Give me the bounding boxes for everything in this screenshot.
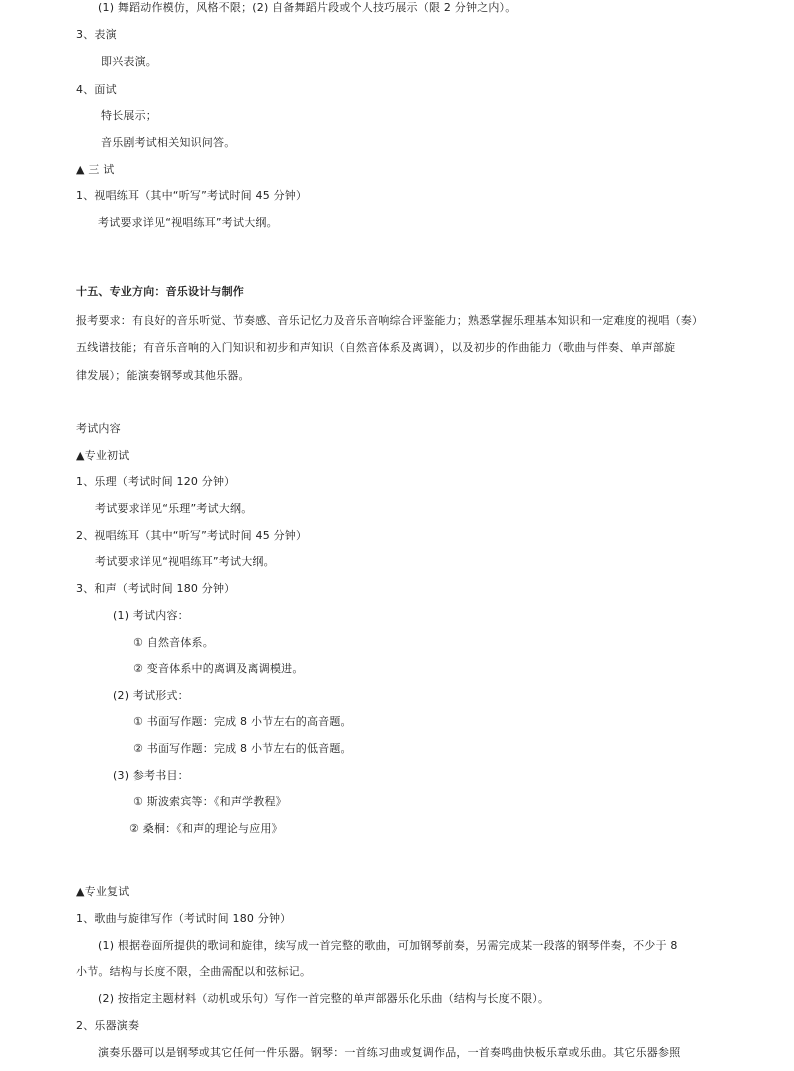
retest-item-songwriting: 1、歌曲与旋律写作（考试时间 180 分钟） [76, 912, 292, 925]
item-interview: 4、面试 [76, 83, 117, 96]
retest-songwriting-p1-line2: 小节。结构与长度不限，全曲需配以和弦标记。 [76, 965, 312, 978]
harmony-book-a: ① 斯波索宾等：《和声学教程》 [133, 795, 287, 808]
prelim-item-sightsinging: 2、视唱练耳（其中“听写”考试时间 45 分钟） [76, 529, 308, 542]
section15-title: 十五、专业方向：音乐设计与制作 [76, 285, 244, 298]
retest-instrument-detail: 演奏乐器可以是钢琴或其它任何一件乐器。钢琴：一首练习曲或复调作品，一首奏鸣曲快板乐章或乐曲。其它乐器参照 [98, 1046, 681, 1059]
prelim-item-theory: 1、乐理（考试时间 120 分钟） [76, 475, 236, 488]
interview-talent: 特长展示； [101, 109, 157, 122]
harmony-format-a: ① 书面写作题：完成 8 小节左右的高音题。 [133, 715, 352, 728]
interview-qa: 音乐剧考试相关知识问答。 [101, 136, 236, 149]
requirements-line-3: 律发展）；能演奏钢琴或其他乐器。 [76, 369, 250, 382]
retest-songwriting-p2: (2) 按指定主题材料（动机或乐句）写作一首完整的单声部器乐化乐曲（结构与长度不限）。 [98, 992, 550, 1005]
prelim-heading: ▲专业初试 [76, 449, 130, 462]
harmony-content-b: ② 变音体系中的离调及离调模进。 [133, 662, 304, 675]
exam-content-heading: 考试内容 [76, 422, 121, 435]
round3-heading: ▲ 三 试 [76, 163, 115, 176]
harmony-book-b: ② 桑桐：《和声的理论与应用》 [129, 822, 283, 835]
retest-heading: ▲专业复试 [76, 885, 130, 898]
requirements-line-1: 报考要求：有良好的音乐听觉、节奏感、音乐记忆力及音乐音响综合评鉴能力；熟悉掌握乐理基本知识和一定难度的视唱（奏） [76, 314, 704, 327]
prelim-item-sightsinging-detail: 考试要求详见“视唱练耳”考试大纲。 [95, 555, 275, 568]
retest-item-instrument: 2、乐器演奏 [76, 1019, 140, 1032]
dance-requirements-line: (1) 舞蹈动作模仿，风格不限；(2) 自备舞蹈片段或个人技巧展示（限 2 分钟之内）。 [98, 1, 517, 14]
round3-item-sightsinging: 1、视唱练耳（其中“听写”考试时间 45 分钟） [76, 189, 308, 202]
prelim-item-harmony: 3、和声（考试时间 180 分钟） [76, 582, 236, 595]
item-performance: 3、表演 [76, 28, 117, 41]
round3-item-detail: 考试要求详见“视唱练耳”考试大纲。 [98, 216, 278, 229]
harmony-format-heading: (2) 考试形式： [113, 689, 189, 702]
performance-detail: 即兴表演。 [101, 55, 157, 68]
harmony-format-b: ② 书面写作题：完成 8 小节左右的低音题。 [133, 742, 352, 755]
requirements-line-2: 五线谱技能；有音乐音响的入门知识和初步和声知识（自然音体系及离调），以及初步的作曲能力（歌曲与伴奏、单声部旋 [76, 341, 676, 354]
harmony-content-a: ① 自然音体系。 [133, 636, 214, 649]
retest-songwriting-p1-line1: (1) 根据卷面所提供的歌词和旋律，续写成一首完整的歌曲，可加钢琴前奏，另需完成某一段落的钢琴伴奏，不少于 8 [98, 939, 678, 952]
harmony-content-heading: (1) 考试内容： [113, 609, 189, 622]
prelim-item-theory-detail: 考试要求详见“乐理”考试大纲。 [95, 502, 253, 515]
harmony-books-heading: (3) 参考书目： [113, 769, 189, 782]
